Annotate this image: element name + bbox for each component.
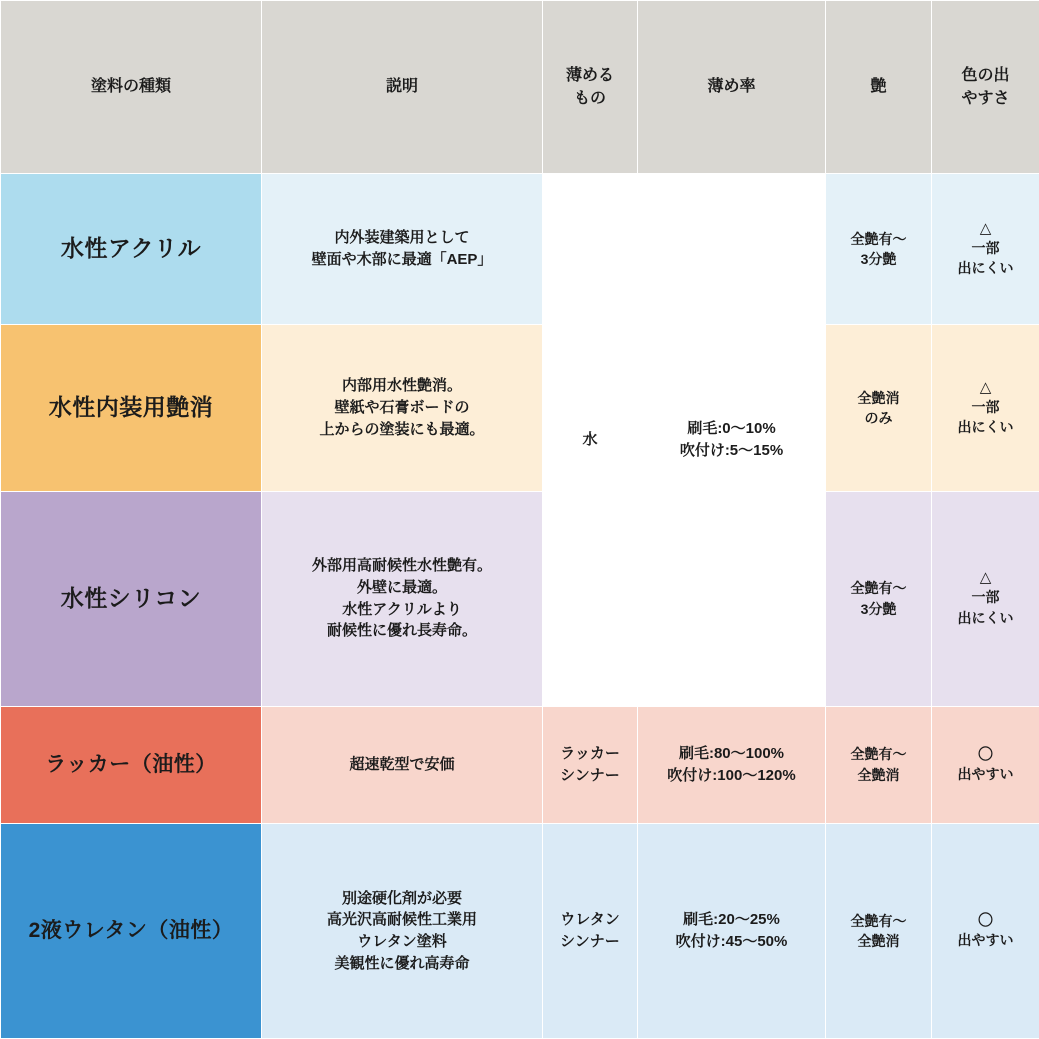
row-description	[262, 706, 543, 824]
header-color-ease-line-2: やすさ	[961, 90, 1010, 107]
gloss-line: 全艶有〜	[850, 230, 907, 247]
color-ease-line: 出にくい	[957, 418, 1014, 435]
table-row	[1, 706, 1039, 824]
description-line: 耐候性に優れ長寿命。	[326, 622, 477, 640]
gloss-line: 全艶消	[857, 766, 900, 783]
row-gloss	[826, 325, 932, 491]
thinner-line: シンナー	[560, 933, 620, 951]
gloss-line: 全艶有〜	[850, 746, 907, 763]
row-description	[262, 325, 543, 491]
row-gloss	[826, 174, 932, 325]
thinner-line: シンナー	[560, 766, 620, 784]
header-color-ease-line-1: 色の出	[961, 66, 1010, 84]
description-line: 内外装建築用として	[334, 229, 470, 247]
header-thinner	[543, 1, 638, 174]
gloss-line: 全艶有〜	[850, 912, 907, 929]
header-thinner-line-1: 薄める	[565, 66, 614, 84]
color-ease-mark: 〇	[977, 911, 993, 929]
row-description	[262, 824, 543, 1039]
row-description	[262, 491, 543, 706]
color-ease-line: 出やすい	[957, 765, 1014, 782]
header-row	[1, 1, 1039, 174]
dilution-line: 刷毛:20〜25%	[683, 911, 780, 929]
row-thinner	[543, 706, 638, 824]
header-dilution-rate: 薄め率	[638, 1, 826, 174]
color-ease-line: 一部	[971, 239, 1000, 256]
color-ease-mark: △	[979, 378, 992, 396]
shared-thinner-water: 水	[543, 174, 638, 707]
gloss-line: 3分艶	[860, 251, 897, 268]
row-type-label: 水性シリコン	[1, 491, 262, 706]
description-line: 外壁に最適。	[356, 578, 447, 596]
thinner-line: ウレタン	[560, 911, 620, 929]
row-color-ease	[932, 174, 1039, 325]
table-row	[1, 824, 1039, 1039]
description-line: 外部用高耐候性水性艶有。	[311, 557, 492, 575]
description-line: 壁紙や石膏ボードの	[334, 399, 470, 417]
header-color-ease	[932, 1, 1039, 174]
header-thinner-line-2: もの	[573, 90, 606, 107]
row-gloss	[826, 706, 932, 824]
color-ease-line: 一部	[971, 589, 1000, 606]
color-ease-line: 出にくい	[957, 260, 1014, 277]
thinner-line: ラッカー	[560, 745, 620, 763]
row-color-ease	[932, 325, 1039, 491]
table-row	[1, 174, 1039, 325]
row-gloss	[826, 491, 932, 706]
color-ease-mark: △	[979, 569, 992, 587]
header-paint-type: 塗料の種類	[1, 1, 262, 174]
row-thinner	[543, 824, 638, 1039]
header-gloss: 艶	[826, 1, 932, 174]
description-line: 水性アクリルより	[342, 600, 462, 618]
gloss-line: 全艶消	[857, 933, 900, 950]
description-line: 高光沢高耐候性工業用	[326, 911, 477, 929]
row-dilution	[638, 824, 826, 1039]
row-type-label: 水性アクリル	[1, 174, 262, 325]
dilution-line: 吹付け:45〜50%	[675, 933, 788, 951]
color-ease-mark: △	[979, 219, 992, 237]
row-description	[262, 174, 543, 325]
description-line: 美観性に優れ高寿命	[334, 954, 470, 972]
description-line: 内部用水性艶消。	[341, 377, 462, 395]
dilution-line: 刷毛:80〜100%	[678, 745, 785, 763]
description-line: 壁面や木部に最適「AEP」	[311, 251, 493, 269]
table-row	[1, 325, 1039, 491]
row-type-label: 2液ウレタン（油性）	[1, 824, 262, 1039]
table-row	[1, 491, 1039, 706]
color-ease-line: 出にくい	[957, 609, 1014, 626]
row-dilution	[638, 706, 826, 824]
color-ease-line: 出やすい	[957, 931, 1014, 948]
table-header	[1, 1, 1039, 174]
row-color-ease	[932, 824, 1039, 1039]
header-description: 説明	[262, 1, 543, 174]
row-type-label: ラッカー（油性）	[1, 706, 262, 824]
dilution-line: 吹付け:100〜120%	[667, 766, 796, 784]
row-color-ease	[932, 491, 1039, 706]
description-line: 別途硬化剤が必要	[341, 889, 462, 907]
description-line: ウレタン塗料	[357, 933, 447, 951]
row-color-ease	[932, 706, 1039, 824]
gloss-line: 全艶消	[857, 389, 900, 406]
color-ease-mark: 〇	[977, 745, 993, 763]
gloss-line: のみ	[864, 409, 893, 426]
shared-dilution-water	[638, 174, 826, 707]
dilution-line: 刷毛:0〜10%	[687, 420, 776, 437]
description-line: 超速乾型で安価	[349, 755, 455, 773]
row-type-label: 水性内装用艶消	[1, 325, 262, 491]
description-line: 上からの塗装にも最適。	[319, 420, 485, 438]
color-ease-line: 一部	[971, 398, 1000, 415]
dilution-line: 吹付け:5〜15%	[679, 441, 784, 459]
table-body	[1, 174, 1039, 1039]
gloss-line: 全艶有〜	[850, 580, 907, 597]
row-gloss	[826, 824, 932, 1039]
gloss-line: 3分艶	[860, 600, 897, 617]
